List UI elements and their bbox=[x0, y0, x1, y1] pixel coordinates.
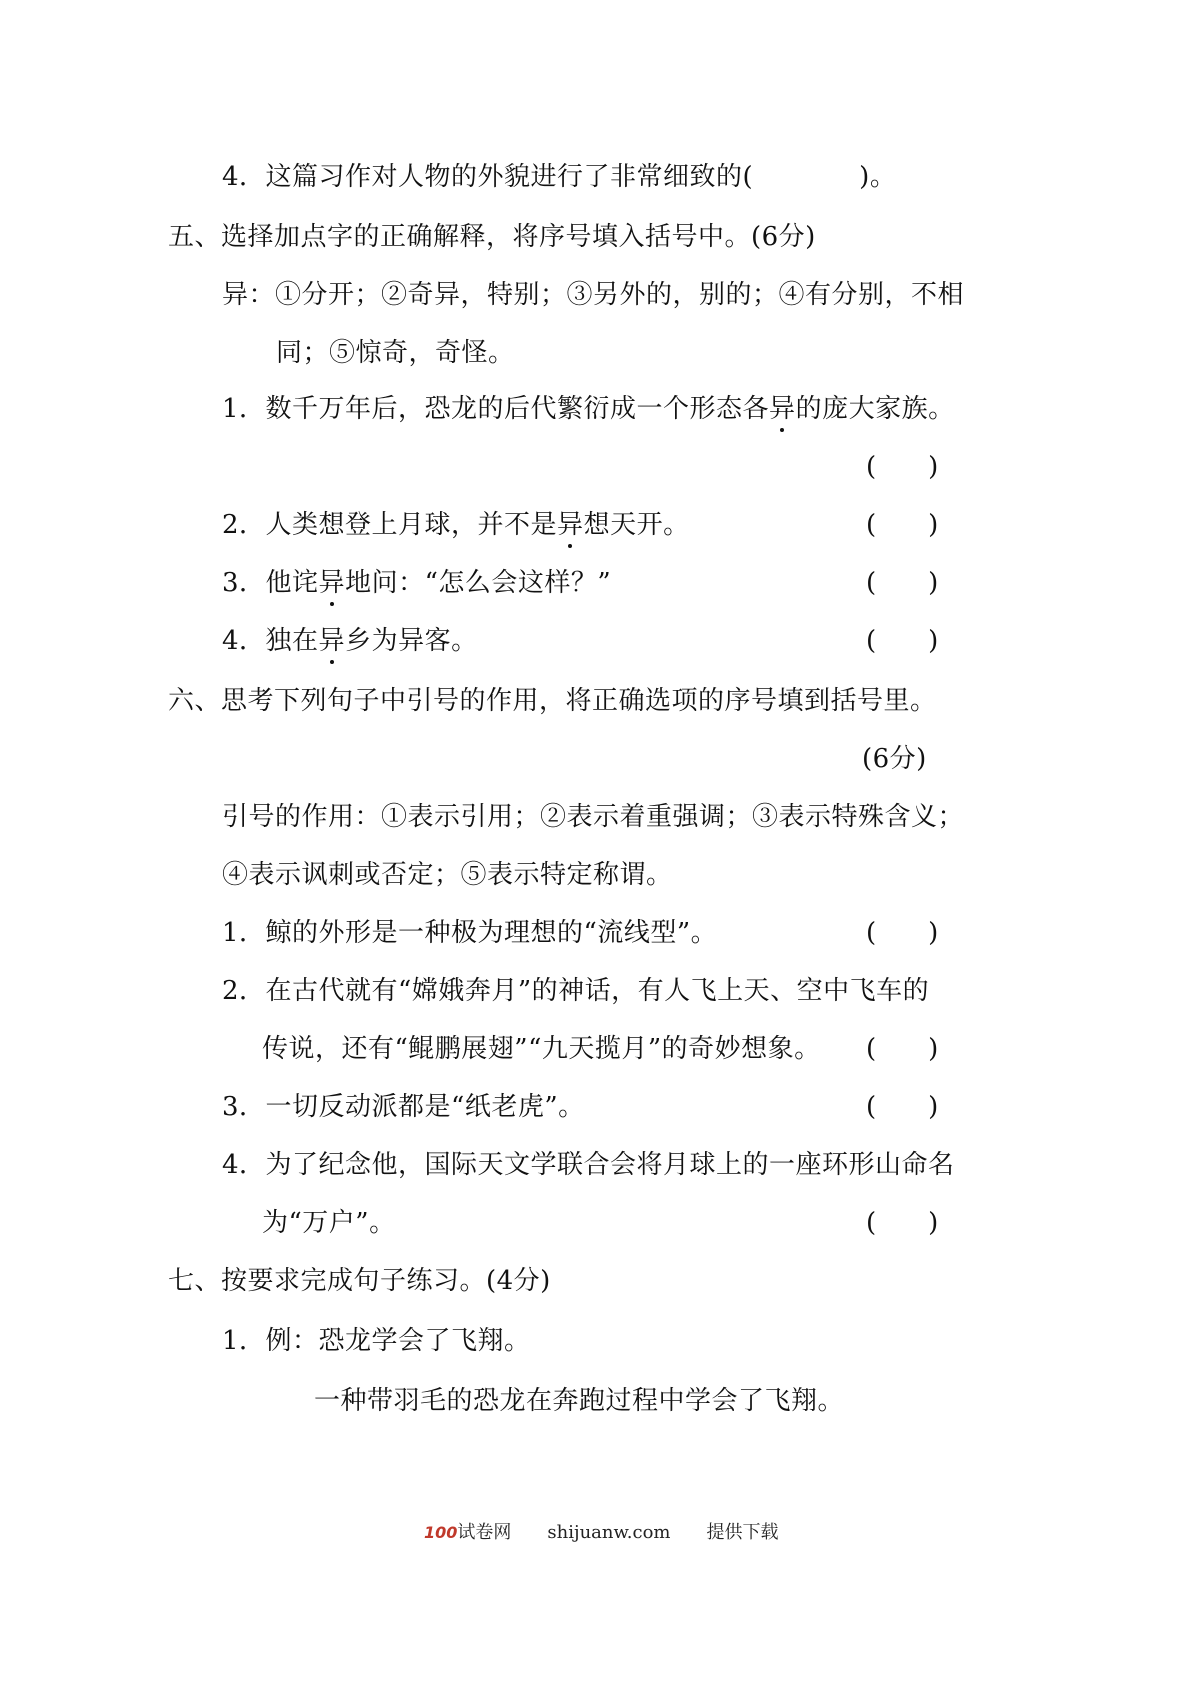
section-6-question-4-line-2: 为“万户”。 bbox=[262, 1208, 396, 1238]
dotted-character: 异 bbox=[318, 568, 346, 598]
dotted-character: 异 bbox=[318, 626, 346, 656]
s4-question-4: 4．这篇习作对人物的外貌进行了非常细致的( )。 bbox=[222, 162, 897, 192]
section-5-question-1: 1．数千万年后，恐龙的后代繁衍成一个形态各异的庞大家族。 bbox=[222, 394, 955, 424]
footer bbox=[424, 1522, 778, 1544]
dotted-character: 异 bbox=[557, 510, 584, 540]
site-name: 试卷网 bbox=[457, 1522, 512, 1543]
answer-blank[interactable]: ( ) bbox=[866, 1034, 939, 1064]
section-5-definition-line-1: 异：①分开；②奇异，特别；③另外的，别的；④有分别，不相 bbox=[222, 280, 965, 310]
section-5-question-2: 2．人类想登上月球，并不是异想天开。 bbox=[222, 510, 690, 540]
section-5-definition-line-2: 同；⑤惊奇，奇怪。 bbox=[276, 338, 515, 368]
dotted-character: 异 bbox=[769, 394, 796, 424]
section-6-question-4-line-1: 4．为了纪念他，国际天文学联合会将月球上的一座环形山命名 bbox=[222, 1150, 955, 1180]
answer-blank[interactable]: ( ) bbox=[866, 510, 939, 540]
answer-blank[interactable]: ( ) bbox=[866, 626, 939, 656]
answer-blank[interactable]: ( ) bbox=[866, 1092, 939, 1122]
section-7-question-1: 1．例：恐龙学会了飞翔。 bbox=[222, 1326, 531, 1356]
section-6-question-2-line-1: 2．在古代就有“嫦娥奔月”的神话，有人飞上天、空中飞车的 bbox=[222, 976, 930, 1006]
site-domain[interactable]: shijuanw.com bbox=[547, 1522, 671, 1543]
answer-blank[interactable]: ( ) bbox=[866, 452, 939, 482]
footer-note: 提供下载 bbox=[706, 1522, 779, 1543]
site-logo: 100 bbox=[424, 1523, 458, 1542]
section-6-definition-line-1: 引号的作用：①表示引用；②表示着重强调；③表示特殊含义； bbox=[222, 802, 965, 832]
section-6-question-3: 3．一切反动派都是“纸老虎”。 bbox=[222, 1092, 585, 1122]
section-5-title: 五、选择加点字的正确解释，将序号填入括号中。(6分) bbox=[168, 222, 816, 252]
section-5-question-4: 4．独在异乡为异客。 bbox=[222, 626, 478, 656]
section-6-question-2-line-2: 传说，还有“鲲鹏展翅”“九天揽月”的奇妙想象。 bbox=[262, 1034, 821, 1064]
answer-blank[interactable]: ( ) bbox=[866, 1208, 939, 1238]
section-5-question-3: 3．他诧异地问：“怎么会这样？” bbox=[222, 568, 612, 598]
answer-blank[interactable]: ( ) bbox=[866, 568, 939, 598]
section-7-title: 七、按要求完成句子练习。(4分) bbox=[168, 1266, 551, 1296]
section-6-score: (6分) bbox=[862, 744, 927, 774]
section-6-title: 六、思考下列句子中引号的作用，将正确选项的序号填到括号里。 bbox=[168, 686, 937, 716]
section-6-question-1: 1．鲸的外形是一种极为理想的“流线型”。 bbox=[222, 918, 718, 948]
section-7-example-sentence: 一种带羽毛的恐龙在奔跑过程中学会了飞翔。 bbox=[314, 1386, 845, 1416]
answer-blank[interactable]: ( ) bbox=[866, 918, 939, 948]
section-6-definition-line-2: ④表示讽刺或否定；⑤表示特定称谓。 bbox=[222, 860, 673, 890]
